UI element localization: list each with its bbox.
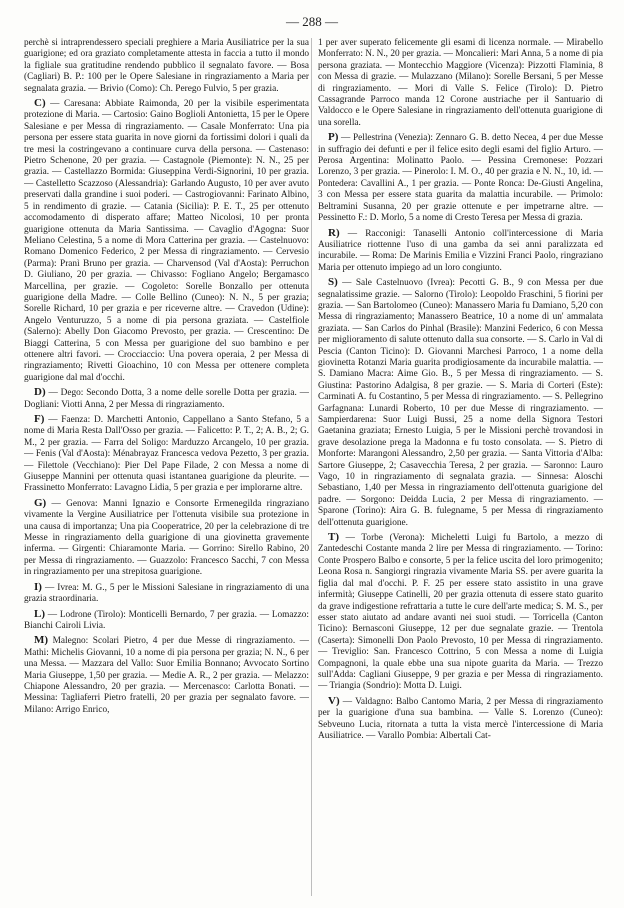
paragraph-text: — Pellestrina (Venezia): Zennaro G. B. detto Necea, 4 per due Messe in suffragio dei defunti e per il felice esito degli esami del figlio Arturo. — Perosa Argentina: Molinatto Paolo. — Pessina Cremonese: Pozzari Lorenzo, 3 per grazia. — Pinerolo: I. M. O., 40 per grazia e N. N., 10, id. — Pontedera: Cavallini A., 1 per grazia. — Ponte Ronca: De-Giusti Angelina, 3 con Messa per essere stata guarita da malattia incurabile. — Primolo: Beltramini Susanna, 20 per grazie ottenute e per impetrarne altre. — Pessinetto F.: D. Morlo, 5 a nome di Cresto Teresa per Messa di grazia. xyxy=(318,133,603,224)
paragraph-text: — Lodrone (Tirolo): Monticelli Bernardo, 7 per grazia. — Lomazzo: Bianchi Cairoli Livia. xyxy=(24,609,309,631)
paragraph-text: 1 per aver superato felicemente gli esami di licenza normale. — Mirabello Monferrato: N. N., 20 per grazia. — Moncalieri: Mari Anna, 5 a nome di pia persona graziata. — Montecchio Maggiore (Vicenza): Pizzotti Flaminia, 8 con Messa di grazie. — Mulazzano (Milano): Sorelle Bersani, 5 per Messe di ringraziamento. — Mori di Valle S. Felice (Tirolo): D. Pietro Cassagrande Parroco manda 12 Corone austriache per il Santuario di Valdocco e le Opere Salesiane in ringraziamento dell'ottenuta guarigione di una sorella. xyxy=(318,38,603,128)
page-number: — 288 — xyxy=(286,14,338,29)
paragraph-text: perchè si intraprendessero speciali preghiere a Maria Ausiliatrice per la sua guarigione; ed ora graziato completamente attesta in faccia a tutto il mondo la figliale sua gratitudine rendendo pubblico il segnalato favore. — Bosa (Cagliari) B. P.: 100 per le Opere Salesiane in ringraziamento a Maria per segnalata grazia. — Brivio (Como): Ch. Perego Fulvio, 5 per grazia. xyxy=(24,38,309,94)
section-letter: F) xyxy=(34,413,45,425)
paragraph-text: — Racconigi: Tanaselli Antonio coll'intercessione di Maria Ausiliatrice riottenne l'uso di una gamba da sei anni paralizzata ed incurabile. — Roma: De Marinis Emilia e Vizzini Franci Paolo, ringraziano Maria per ottenuto impiego ad un loro congiunto. xyxy=(318,228,603,273)
section-letter: I) xyxy=(34,580,42,593)
paragraph-c xyxy=(24,98,309,384)
paragraph-text: — Faenza: D. Marchetti Antonio, Cappellano a Santo Stefano, 5 a nome di Maria Resta Dall'Osso per grazia. — Falicetto: P. T., 2; A. B., 2; G. M., 2 per grazia. — Farra del Soligo: Marduzzo Arcangelo, 10 per grazia. — Fenis (Val d'Aosta): Ménabrayaz Francesca vedova Pezetto, 3 per grazia. — Filettole (Vecchiano): Pier Del Pape Filade, 2 con Messa a nome di Giuseppe Mannini per ottenuta quasi istantanea guarigione da pleurite. — Frassinetto Monferrato: Lavagno Lidia, 5 per grazia e per implorarne altre. xyxy=(24,415,309,494)
paragraph-v xyxy=(318,696,603,743)
section-letter: T) xyxy=(328,531,339,544)
paragraph-m xyxy=(24,635,309,716)
right-column xyxy=(318,38,603,900)
section-letter: G) xyxy=(34,496,47,509)
paragraph-text: — Caresana: Abbiate Raimonda, 20 per la visibile esperimentata protezione di Maria. — Cartosio: Gaino Boglioli Antonietta, 15 per le Opere Salesiane e per Messa di ringraziamento. — Casale Monferrato: Una pia persona per essere stata guarita in nove giorni da fortissimi dolori i quali da tre mesi la costringevano a continuare curva della persona. — Castenaso: Pietro Schenone, 20 per grazia. — Castagnole (Piemonte): N. N., 25 per grazia. — Castellazzo Bormida: Giuseppina Verdi-Signorini, 10 per grazia. — Castelletto Scazzoso (Alessandria): Garlando Augusto, 10 per aver avuto preservati dalla grandine i suoi poderi. — Castrogiovanni: Farinato Albino, 5 in rendimento di grazie. — Catania (Sicilia): P. E. T., 25 per ottenuto accomodamento di disperato affare; Matteo Nicolosi, 10 per pronta guarigione ottenuta da Maria Santissima. — Cavaglio d'Agogna: Suor Meliano Celestina, 5 a nome di Mora Catterina per grazia. — Castelnuovo: Romano Domenico Federico, 2 per Messa di ringraziamento. — Cervesio (Parma): Pranì Bruno per grazia. — Charvensod (Val d'Aosta): Perruchon D. Giuliano, 20 per grazia. — Chivasso: Fogliano Angelo; Bergamasco Marcellina, per grazie. — Cogoleto: Sorelle Bonzallo per ottenuta guarigione della Madre. — Colle Bellino (Cuneo): N. N., 5 per grazia; Sorelle Richard, 10 per grazia e per riceverne altre. — Cravedon (Udine): Angelo Venturuzzo, 5 a nome di pia persona graziata. — Castelfiole (Salerno): Abelly Don Giacomo Prevosto, per grazia. — Crescentino: De Biaggi Catterina, 5 con Messa per guarigione del suo bambino e per ottenere altri favori. — Crocciaccio: Una povera operaia, 2 per Messa di ringraziamento; Rivetti Gioachino, 10 con Messa per ottenere completa guarigione dal mal d'occhi. xyxy=(24,99,309,383)
paragraph-g xyxy=(24,498,309,579)
paragraph-f xyxy=(24,414,309,495)
paragraph xyxy=(318,38,603,129)
column-divider xyxy=(311,38,312,896)
paragraph-t xyxy=(318,532,603,693)
paragraph xyxy=(24,38,309,95)
paragraph-i xyxy=(24,582,309,606)
paragraph-p xyxy=(318,132,603,224)
paragraph-r xyxy=(318,228,603,275)
paragraph-text: — Torbe (Verona): Micheletti Luigi fu Bartolo, a mezzo di Zantedeschi Costante manda 2 lire per Messa di ringraziamento. — Torino: Conte Prospero Balbo e consorte, 5 per la felice uscita del loro primogenito; Leona Rosa n. Sangiorgi ringrazia vivamente Maria SS. per avere guarita la figlia dal mal d'occhi. P. F. 25 per essere stato assistito in una grave infermità; Giuseppe Catinelli, 20 per grazia ottenuta di essere stato guarito da grave indigestione refrattaria a tutte le cure dell'arte medica; S. M. S., per esser stato aiutato ad andare avanti nei suoi studi. — Torricella (Canton Ticino): Bernasconi Giuseppe, 12 per due segnalate grazie. — Trentola (Caserta): Simonelli Don Paolo Prevosto, 10 per Messa di ringraziamento. — Treviglio: San. Francesco Cottrino, 5 con Messa a nome di Luigia Compagnoni, la quale ebbe una sua nipote guarita da Maria. — Trezzo sull'Adda: Cagliani Giuseppe, 9 per grazia e per Messa di ringraziamento. — Triangia (Sondrio): Motta D. Luigi. xyxy=(318,533,603,692)
paragraph-d xyxy=(24,387,309,411)
paragraph-text: — Ivrea: M. G., 5 per le Missioni Salesiane in ringraziamento di una grazia straordinaria. xyxy=(24,582,309,605)
paragraph-l xyxy=(24,609,309,633)
paragraph-text: Malegno: Scolari Pietro, 4 per due Messe di ringraziamento. — Mathi: Michelis Giovanni, 10 a nome di pia persona per grazia; N. N., 6 per una Messa. — Mazzara del Vallo: Suor Emilia Bonnano; Avvocato Sortino Maria Giuseppe, 1,50 per grazia. — Medie A. R., 2 per grazia. — Melazzo: Chiapone Alessandro, 20 per grazia. — Mercenasco: Carlotta Bonati. — Messina: Tagliaferri Pietro fratelli, 20 per grazia per segnalato favore. — Milano: Arrigo Enrico, xyxy=(24,636,309,715)
left-column xyxy=(24,38,309,900)
section-letter: D) xyxy=(34,386,46,399)
paragraph-text: — Sale Castelnuovo (Ivrea): Pecotti G. B., 9 con Messa per due segnalatissime grazie. — Salorno (Tirolo): Leopoldo Fraschini, 5 fiorini per grazia. — San Bartolomeo (Cuneo): Manassero Maria fu Damiano, 5,20 con Messa di ringraziamento; Manassero Beatrice, 10 a nome di un' ammalata graziata. — San Carlos do Pinhal (Brasile): Manzini Federico, 6 con Messa per miglioramento di salute ottenuto dalla sua consorte. — S. Carlo in Val di Pescia (Canton Ticino): D. Giovanni Marchesi Parroco, 1 a nome della giovinetta Rotanzi Maria guarita prodigiosamente da incurabile malattia. — S. Damiano Macra: Aime Gio. B., 5 per Messa di ringraziamento. — S. Giustina: Pastorino Adalgisa, 8 per grazie. — S. Maria di Corteri (Este): Carminati A. fu Costantino, 5 per Messa di ringraziamento. — S. Pellegrino Garfagnana: Lunardi Roberto, 10 per due Messe di ringraziamento. — Sampierdarena: Suor Luigi Bussi, 25 a nome della Signora Testori Gaetanina graziata; Ernesto Luigia, 5 per le Missioni perchè trovandosi in grave desolazione prega la Madonna e fu tosto consolata. — S. Pietro di Monforte: Marangoni Alessandro, 2,50 per grazia. — Santa Vittoria d'Alba: Sartore Giuseppe, 2; Casavecchia Teresa, 2 per grazia. — Saronno: Lauro Vago, 10 in ringraziamento di segnalata grazia. — Sinnesa: Aloschi Sebastiano, 1,40 per Messa in ringraziamento dell'ottenuta guarigione del padre. — Sorgono: Deidda Lucia, 2 per Messa di ringraziamento. — Sparone (Torino): Aira G. B. fulegname, 5 per Messa di ringraziamento dell'ottenuta guarigione. xyxy=(318,278,603,528)
paragraph-text: — Valdagno: Balbo Cantomo Maria, 2 per Messa di ringraziamento per la guarigione d'una sua bambina. — Valle S. Lorenzo (Cuneo): Sebveuno Lucia, ritornata a tutta la vista mercè l'intercessione di Maria Ausiliatrice. — Varallo Pombia: Albertali Cat- xyxy=(318,696,603,741)
paragraph-text: — Dego: Secondo Dotta, 3 a nome delle sorelle Dotta per grazia. — Dogliani: Viotti Anna, 2 per Messa di ringraziamento. xyxy=(24,388,309,410)
section-letter: C) xyxy=(34,97,46,110)
section-letter: L) xyxy=(34,607,45,620)
section-letter: R) xyxy=(328,226,340,239)
paragraph-s xyxy=(318,277,603,529)
section-letter: V) xyxy=(328,694,340,707)
paragraph-text: — Genova: Manni Ignazio e Consorte Ermenegilda ringraziano vivamente la Vergine Ausiliatrice per l'ottenuta visibile sua protezione in una causa di importanza; Una pia Cooperatrice, 20 per la celebrazione di tre Messe in ringraziamento della guarigione di una giovinetta gravemente inferma. — Girgenti: Chiaramonte Maria. — Gorrino: Sirello Rabino, 20 per Messa di ringraziamento. — Guazzolo: Francesco Sacchi, 7 con Messa in ringraziamento per una strepitosa guarigione. xyxy=(24,498,309,578)
section-letter: S) xyxy=(328,276,338,289)
section-letter: P) xyxy=(328,131,339,144)
section-letter: M) xyxy=(34,634,49,647)
